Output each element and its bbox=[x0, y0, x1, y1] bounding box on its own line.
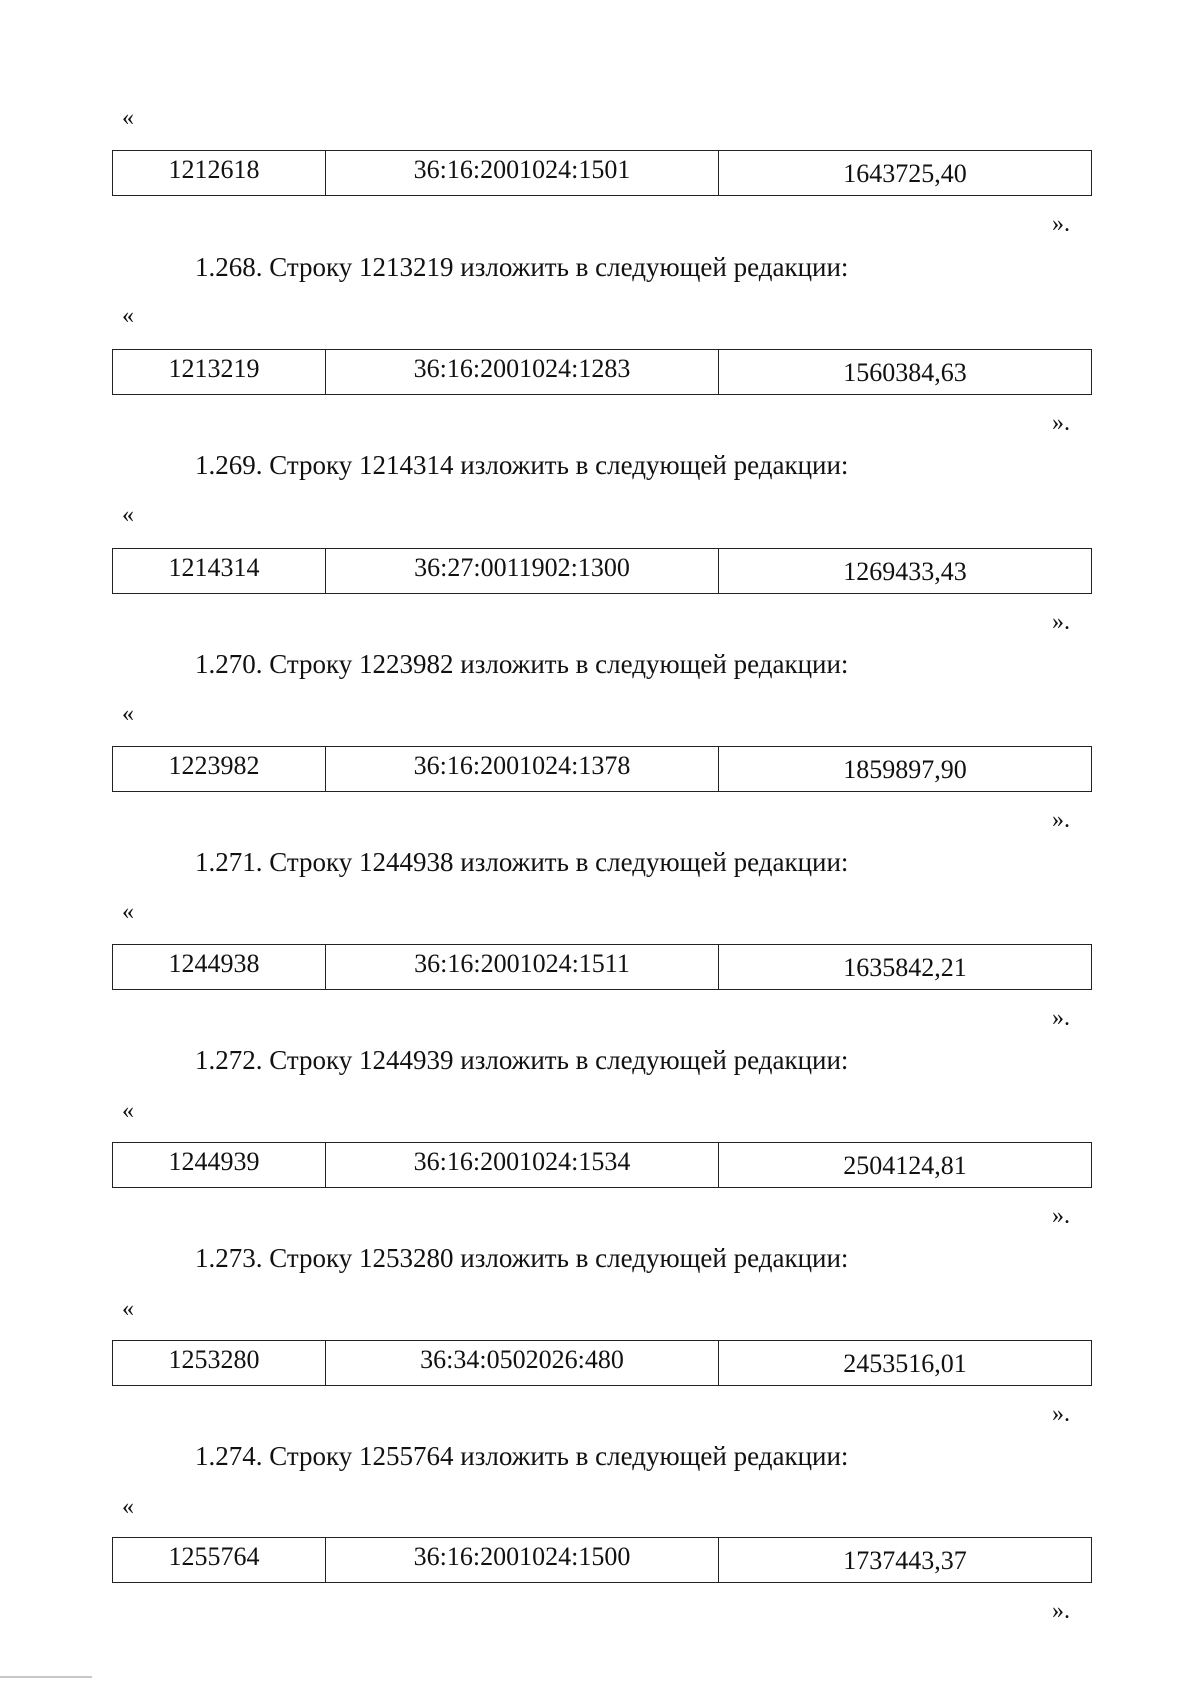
closing-quote: ». bbox=[1052, 410, 1070, 436]
value-cell: 1643725,40 bbox=[843, 159, 967, 188]
table-row bbox=[112, 944, 1092, 990]
value-cell: 2453516,01 bbox=[843, 1349, 967, 1378]
closing-quote: ». bbox=[1052, 609, 1070, 635]
amendment-paragraph: 1.268. Строку 1213219 изложить в следующей редакции: bbox=[195, 252, 849, 282]
table-row bbox=[112, 1142, 1092, 1188]
amendment-paragraph: 1.272. Строку 1244939 изложить в следующей редакции: bbox=[195, 1045, 849, 1075]
amendment-paragraph: 1.271. Строку 1244938 изложить в следующей редакции: bbox=[195, 847, 849, 877]
amendment-paragraph: 1.274. Строку 1255764 изложить в следующей редакции: bbox=[195, 1441, 849, 1471]
opening-quote: « bbox=[122, 105, 134, 131]
table-row bbox=[112, 349, 1092, 395]
value-cell: 1635842,21 bbox=[843, 953, 967, 982]
cadastral-number-cell: 36:16:2001024:1500 bbox=[326, 1538, 719, 1582]
table-row bbox=[112, 150, 1092, 196]
value-cell: 1737443,37 bbox=[843, 1546, 967, 1575]
row-number-cell: 1214314 bbox=[113, 549, 326, 593]
closing-quote: ». bbox=[1052, 1203, 1070, 1229]
table-row bbox=[112, 548, 1092, 594]
row-number-cell: 1244938 bbox=[113, 945, 326, 989]
row-number-cell: 1253280 bbox=[113, 1341, 326, 1385]
cadastral-number-cell: 36:16:2001024:1378 bbox=[326, 747, 719, 791]
closing-quote: ». bbox=[1052, 1005, 1070, 1031]
value-cell: 1269433,43 bbox=[843, 557, 967, 586]
row-number-cell: 1213219 bbox=[113, 350, 326, 394]
amendment-paragraph: 1.273. Строку 1253280 изложить в следующей редакции: bbox=[195, 1243, 849, 1273]
row-number-cell: 1212618 bbox=[113, 151, 326, 195]
opening-quote: « bbox=[122, 701, 134, 727]
table-row bbox=[112, 1537, 1092, 1583]
row-number-cell: 1244939 bbox=[113, 1143, 326, 1187]
opening-quote: « bbox=[122, 303, 134, 329]
amendment-paragraph: 1.269. Строку 1214314 изложить в следующей редакции: bbox=[195, 450, 849, 480]
cadastral-number-cell: 36:16:2001024:1511 bbox=[326, 945, 719, 989]
cadastral-number-cell: 36:27:0011902:1300 bbox=[326, 549, 719, 593]
scan-artifact bbox=[0, 1676, 92, 1678]
cadastral-number-cell: 36:16:2001024:1501 bbox=[326, 151, 719, 195]
cadastral-number-cell: 36:16:2001024:1283 bbox=[326, 350, 719, 394]
closing-quote: ». bbox=[1052, 211, 1070, 237]
closing-quote: ». bbox=[1052, 1598, 1070, 1624]
cadastral-number-cell: 36:34:0502026:480 bbox=[326, 1341, 719, 1385]
opening-quote: « bbox=[122, 1098, 134, 1124]
opening-quote: « bbox=[122, 1296, 134, 1322]
opening-quote: « bbox=[122, 502, 134, 528]
table-row bbox=[112, 1340, 1092, 1386]
row-number-cell: 1223982 bbox=[113, 747, 326, 791]
value-cell: 2504124,81 bbox=[843, 1151, 967, 1180]
amendment-paragraph: 1.270. Строку 1223982 изложить в следующей редакции: bbox=[195, 649, 849, 679]
table-row bbox=[112, 746, 1092, 792]
row-number-cell: 1255764 bbox=[113, 1538, 326, 1582]
cadastral-number-cell: 36:16:2001024:1534 bbox=[326, 1143, 719, 1187]
value-cell: 1560384,63 bbox=[843, 358, 967, 387]
opening-quote: « bbox=[122, 899, 134, 925]
value-cell: 1859897,90 bbox=[843, 755, 967, 784]
closing-quote: ». bbox=[1052, 807, 1070, 833]
closing-quote: ». bbox=[1052, 1401, 1070, 1427]
opening-quote: « bbox=[122, 1494, 134, 1520]
